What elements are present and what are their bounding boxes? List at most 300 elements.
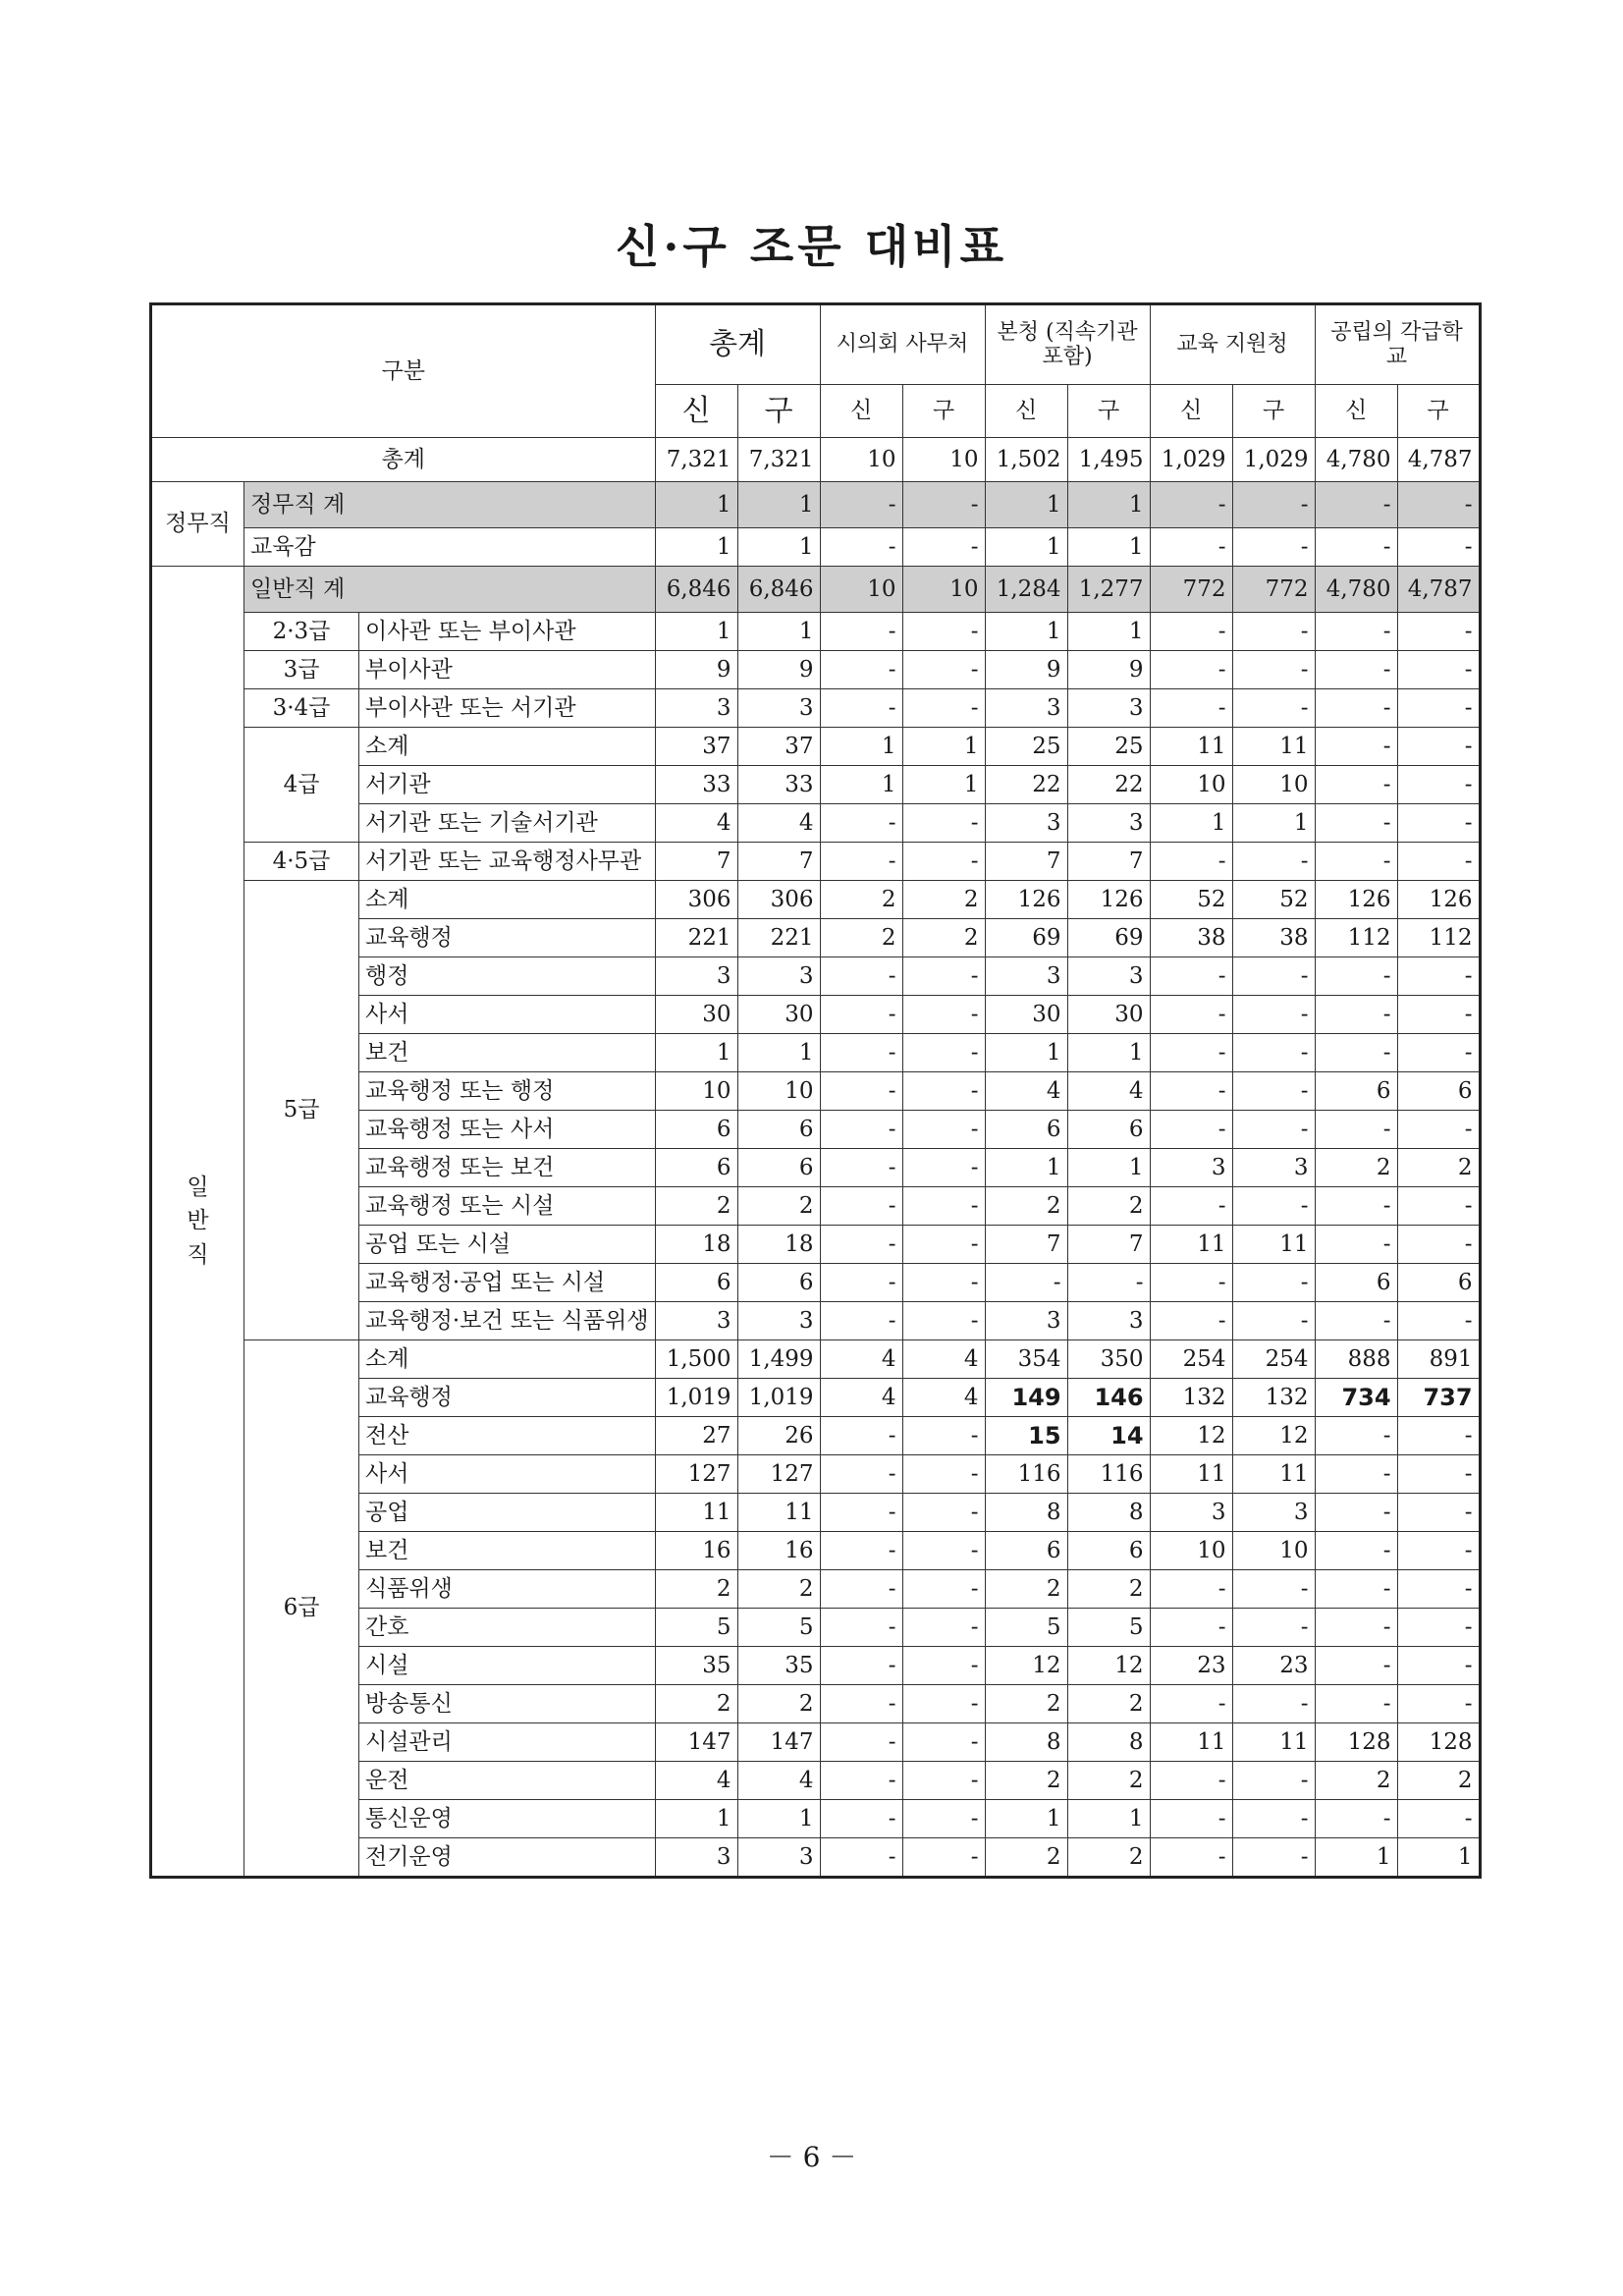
value-cell: 1 (1150, 804, 1232, 843)
value-cell: - (1150, 528, 1232, 567)
value-cell: - (820, 1762, 902, 1800)
value-cell: 8 (1067, 1494, 1150, 1532)
value-cell: 1 (1067, 613, 1150, 651)
table-row (151, 689, 1481, 728)
value-cell: 1 (655, 613, 737, 651)
value-cell: 126 (985, 881, 1067, 919)
value-cell: - (902, 804, 985, 843)
value-cell: - (1315, 651, 1397, 689)
value-cell: 3 (1232, 1149, 1315, 1187)
value-cell: 12 (985, 1647, 1067, 1685)
value-cell: 6 (1067, 1532, 1150, 1570)
row-label: 공업 (359, 1494, 656, 1532)
value-cell: 27 (655, 1417, 737, 1455)
value-cell: 4 (737, 1762, 820, 1800)
value-cell: - (820, 996, 902, 1034)
value-cell: - (1315, 1302, 1397, 1340)
value-cell: - (820, 1264, 902, 1302)
value-cell: 11 (655, 1494, 737, 1532)
value-cell: 1 (902, 728, 985, 766)
value-cell: 2 (655, 1685, 737, 1723)
value-cell: 1 (1067, 1149, 1150, 1187)
value-cell: 1 (655, 528, 737, 567)
value-cell: - (1315, 1226, 1397, 1264)
value-cell: - (1150, 1762, 1232, 1800)
value-cell: 4,780 (1315, 567, 1397, 613)
header-group: 시의회 사무처 (820, 304, 985, 385)
value-cell: 5 (985, 1609, 1067, 1647)
value-cell: 4 (902, 1379, 985, 1417)
header-group: 본청 (직속기관 포함) (985, 304, 1150, 385)
value-cell: - (902, 1226, 985, 1264)
value-cell: 147 (737, 1723, 820, 1762)
value-cell: 3 (737, 1302, 820, 1340)
value-cell: - (820, 957, 902, 996)
value-cell: - (1397, 766, 1480, 804)
row-label: 교육행정 또는 사서 (359, 1111, 656, 1149)
value-cell: 2 (655, 1570, 737, 1609)
value-cell: - (1315, 1570, 1397, 1609)
value-cell: - (1315, 728, 1397, 766)
value-cell: 3 (1067, 957, 1150, 996)
value-cell: - (820, 1685, 902, 1723)
value-cell: 1 (1315, 1838, 1397, 1878)
value-cell: 10 (902, 438, 985, 482)
value-cell: - (1315, 1685, 1397, 1723)
value-cell: - (1150, 1800, 1232, 1838)
row-label: 서기관 (359, 766, 656, 804)
header-new: 신 (655, 385, 737, 438)
value-cell: 2 (1067, 1187, 1150, 1226)
value-cell: 2 (985, 1838, 1067, 1878)
value-cell: 69 (985, 919, 1067, 957)
value-cell: 8 (985, 1494, 1067, 1532)
value-cell: - (1397, 1187, 1480, 1226)
value-cell: 11 (1150, 1455, 1232, 1494)
value-cell: - (1397, 651, 1480, 689)
value-cell: 4,787 (1397, 438, 1480, 482)
value-cell: 10 (902, 567, 985, 613)
value-cell: 11 (1232, 1723, 1315, 1762)
value-cell: - (1232, 528, 1315, 567)
value-cell: 8 (985, 1723, 1067, 1762)
value-cell: 4 (737, 804, 820, 843)
value-cell: 6 (1397, 1264, 1480, 1302)
value-cell: 1,019 (655, 1379, 737, 1417)
row-label: 교육행정 또는 행정 (359, 1072, 656, 1111)
value-cell: 7 (985, 843, 1067, 881)
value-cell: 4 (1067, 1072, 1150, 1111)
value-cell: 1,019 (737, 1379, 820, 1417)
value-cell: 1 (902, 766, 985, 804)
value-cell: 3 (737, 689, 820, 728)
value-cell: - (820, 1417, 902, 1455)
value-cell: 116 (985, 1455, 1067, 1494)
value-cell: - (1315, 957, 1397, 996)
value-cell: - (1232, 996, 1315, 1034)
value-cell: - (1315, 1532, 1397, 1570)
value-cell: 3 (655, 1838, 737, 1878)
header-category: 구분 (151, 304, 656, 438)
value-cell: 1 (737, 528, 820, 567)
row-label: 이사관 또는 부이사관 (359, 613, 656, 651)
value-cell: 10 (655, 1072, 737, 1111)
row-label: 교육행정 (359, 919, 656, 957)
value-cell: - (1397, 1455, 1480, 1494)
value-cell: 146 (1067, 1379, 1150, 1417)
value-cell: 14 (1067, 1417, 1150, 1455)
row-label: 시설관리 (359, 1723, 656, 1762)
value-cell: - (1315, 528, 1397, 567)
value-cell: - (902, 1455, 985, 1494)
value-cell: 11 (1150, 1226, 1232, 1264)
value-cell: - (1397, 528, 1480, 567)
value-cell: - (1397, 1034, 1480, 1072)
value-cell: 2 (1067, 1570, 1150, 1609)
header-old: 구 (737, 385, 820, 438)
value-cell: - (1315, 1647, 1397, 1685)
value-cell: 2 (1397, 1762, 1480, 1800)
value-cell: 128 (1397, 1723, 1480, 1762)
row-label: 교육행정·공업 또는 시설 (359, 1264, 656, 1302)
value-cell: - (820, 1302, 902, 1340)
value-cell: 2 (902, 919, 985, 957)
row-label: 전기운영 (359, 1838, 656, 1878)
value-cell: 11 (1232, 728, 1315, 766)
value-cell: 891 (1397, 1340, 1480, 1379)
value-cell: 11 (1232, 1455, 1315, 1494)
value-cell: 1 (1397, 1838, 1480, 1878)
value-cell: 25 (1067, 728, 1150, 766)
value-cell: - (820, 1226, 902, 1264)
row-label: 총계 (151, 438, 656, 482)
value-cell: - (820, 1187, 902, 1226)
value-cell: 10 (820, 438, 902, 482)
table-row (151, 482, 1481, 528)
value-cell: 37 (655, 728, 737, 766)
value-cell: 2 (985, 1570, 1067, 1609)
value-cell: 2 (737, 1187, 820, 1226)
value-cell: 126 (1315, 881, 1397, 919)
value-cell: - (902, 1609, 985, 1647)
value-cell: - (902, 996, 985, 1034)
value-cell: 2 (737, 1685, 820, 1723)
value-cell: 1 (1232, 804, 1315, 843)
value-cell: 1,284 (985, 567, 1067, 613)
value-cell: 734 (1315, 1379, 1397, 1417)
value-cell: - (902, 1800, 985, 1838)
value-cell: 1,500 (655, 1340, 737, 1379)
value-cell: - (1150, 482, 1232, 528)
value-cell: - (1397, 1494, 1480, 1532)
value-cell: 1 (655, 1034, 737, 1072)
value-cell: 149 (985, 1379, 1067, 1417)
value-cell: 6 (1067, 1111, 1150, 1149)
value-cell: - (902, 1532, 985, 1570)
header-new: 신 (985, 385, 1067, 438)
value-cell: - (1150, 1570, 1232, 1609)
value-cell: - (1315, 804, 1397, 843)
header-new: 신 (1315, 385, 1397, 438)
value-cell: 7 (737, 843, 820, 881)
value-cell: 6 (985, 1532, 1067, 1570)
value-cell: 2 (1067, 1838, 1150, 1878)
header-old: 구 (1232, 385, 1315, 438)
table-row (151, 728, 1481, 766)
value-cell: 7 (985, 1226, 1067, 1264)
table-row (151, 438, 1481, 482)
row-label: 교육행정·보건 또는 식품위생 (359, 1302, 656, 1340)
value-cell: - (1150, 1685, 1232, 1723)
row-label: 보건 (359, 1034, 656, 1072)
value-cell: - (1315, 1187, 1397, 1226)
table-row (151, 567, 1481, 613)
value-cell: 52 (1150, 881, 1232, 919)
value-cell: 11 (1232, 1226, 1315, 1264)
value-cell: - (1232, 843, 1315, 881)
value-cell: 2 (985, 1685, 1067, 1723)
value-cell: - (902, 1838, 985, 1878)
value-cell: - (820, 1609, 902, 1647)
value-cell: 7 (1067, 843, 1150, 881)
value-cell: 10 (1150, 1532, 1232, 1570)
value-cell: 1 (1067, 1034, 1150, 1072)
row-label: 소계 (359, 728, 656, 766)
row-label: 서기관 또는 기술서기관 (359, 804, 656, 843)
value-cell: 18 (737, 1226, 820, 1264)
value-cell: 38 (1150, 919, 1232, 957)
value-cell: - (820, 482, 902, 528)
value-cell: 221 (737, 919, 820, 957)
value-cell: 3 (1067, 804, 1150, 843)
value-cell: 1,495 (1067, 438, 1150, 482)
value-cell: - (1232, 1609, 1315, 1647)
value-cell: - (1150, 1187, 1232, 1226)
value-cell: - (1232, 613, 1315, 651)
value-cell: - (1232, 482, 1315, 528)
value-cell: - (902, 651, 985, 689)
page-number: － 6 － (766, 2141, 857, 2173)
value-cell: 4,780 (1315, 438, 1397, 482)
value-cell: - (1397, 1532, 1480, 1570)
value-cell: 3 (737, 1838, 820, 1878)
row-label: 간호 (359, 1609, 656, 1647)
value-cell: - (1315, 1111, 1397, 1149)
value-cell: 1 (655, 1800, 737, 1838)
value-cell: - (820, 1494, 902, 1532)
table-row (151, 843, 1481, 881)
value-cell: - (1232, 1302, 1315, 1340)
row-label: 통신운영 (359, 1800, 656, 1838)
value-cell: - (1397, 996, 1480, 1034)
row-label: 전산 (359, 1417, 656, 1455)
value-cell: - (1397, 613, 1480, 651)
value-cell: 22 (985, 766, 1067, 804)
table-row (151, 528, 1481, 567)
value-cell: 116 (1067, 1455, 1150, 1494)
row-label: 소계 (359, 1340, 656, 1379)
value-cell: 6 (1315, 1072, 1397, 1111)
value-cell: 11 (737, 1494, 820, 1532)
row-label: 방송통신 (359, 1685, 656, 1723)
value-cell: - (1397, 843, 1480, 881)
value-cell: - (985, 1264, 1067, 1302)
value-cell: - (902, 689, 985, 728)
value-cell: - (1150, 1072, 1232, 1111)
value-cell: - (1315, 1455, 1397, 1494)
row-label: 부이사관 또는 서기관 (359, 689, 656, 728)
value-cell: 3 (1067, 1302, 1150, 1340)
value-cell: 35 (655, 1647, 737, 1685)
value-cell: 5 (655, 1609, 737, 1647)
value-cell: 33 (737, 766, 820, 804)
value-cell: - (1315, 482, 1397, 528)
value-cell: 7 (1067, 1226, 1150, 1264)
value-cell: 3 (985, 957, 1067, 996)
value-cell: - (902, 1647, 985, 1685)
value-cell: 772 (1150, 567, 1232, 613)
value-cell: 6 (1397, 1072, 1480, 1111)
value-cell: - (902, 528, 985, 567)
value-cell: - (1315, 689, 1397, 728)
value-cell: - (820, 1034, 902, 1072)
value-cell: 18 (655, 1226, 737, 1264)
row-label: 서기관 또는 교육행정사무관 (359, 843, 656, 881)
value-cell: 2 (985, 1187, 1067, 1226)
value-cell: 37 (737, 728, 820, 766)
value-cell: 3 (985, 804, 1067, 843)
row-label: 시설 (359, 1647, 656, 1685)
grade-label: 4급 (244, 728, 359, 843)
value-cell: 772 (1232, 567, 1315, 613)
value-cell: 4 (820, 1340, 902, 1379)
value-cell: - (902, 1111, 985, 1149)
value-cell: - (1150, 1034, 1232, 1072)
value-cell: 4 (655, 804, 737, 843)
value-cell: 9 (655, 651, 737, 689)
header-new: 신 (1150, 385, 1232, 438)
value-cell: - (1150, 996, 1232, 1034)
value-cell: 354 (985, 1340, 1067, 1379)
value-cell: 112 (1315, 919, 1397, 957)
value-cell: - (902, 1570, 985, 1609)
value-cell: 23 (1150, 1647, 1232, 1685)
grade-label: 3·4급 (244, 689, 359, 728)
value-cell: 1 (985, 1149, 1067, 1187)
value-cell: 1 (820, 766, 902, 804)
grade-label: 3급 (244, 651, 359, 689)
value-cell: 254 (1150, 1340, 1232, 1379)
value-cell: 10 (1232, 1532, 1315, 1570)
value-cell: - (1150, 1111, 1232, 1149)
value-cell: - (1397, 689, 1480, 728)
grade-label: 5급 (244, 881, 359, 1340)
value-cell: - (1150, 651, 1232, 689)
value-cell: 3 (1067, 689, 1150, 728)
value-cell: - (902, 482, 985, 528)
row-label: 교육행정 (359, 1379, 656, 1417)
value-cell: 1,029 (1150, 438, 1232, 482)
value-cell: - (1232, 1072, 1315, 1111)
value-cell: 737 (1397, 1379, 1480, 1417)
value-cell: - (902, 1417, 985, 1455)
value-cell: - (820, 1570, 902, 1609)
value-cell: 1 (1067, 528, 1150, 567)
value-cell: 6,846 (737, 567, 820, 613)
value-cell: 7 (655, 843, 737, 881)
value-cell: 5 (1067, 1609, 1150, 1647)
value-cell: - (902, 1723, 985, 1762)
value-cell: 2 (1397, 1149, 1480, 1187)
table-row (151, 613, 1481, 651)
row-label: 식품위생 (359, 1570, 656, 1609)
value-cell: 69 (1067, 919, 1150, 957)
value-cell: - (1150, 689, 1232, 728)
value-cell: - (1315, 1417, 1397, 1455)
value-cell: 16 (655, 1532, 737, 1570)
value-cell: 2 (1315, 1149, 1397, 1187)
value-cell: 30 (1067, 996, 1150, 1034)
value-cell: 6 (655, 1111, 737, 1149)
value-cell: - (1232, 1570, 1315, 1609)
document-title: 신·구 조문 대비표 (615, 220, 1008, 273)
value-cell: 2 (1315, 1762, 1397, 1800)
value-cell: 12 (1067, 1647, 1150, 1685)
value-cell: - (1232, 957, 1315, 996)
grade-label: 2·3급 (244, 613, 359, 651)
value-cell: 4 (655, 1762, 737, 1800)
value-cell: 10 (820, 567, 902, 613)
value-cell: 4 (820, 1379, 902, 1417)
value-cell: - (1315, 1609, 1397, 1647)
value-cell: - (1397, 1226, 1480, 1264)
value-cell: 132 (1150, 1379, 1232, 1417)
value-cell: 126 (1397, 881, 1480, 919)
value-cell: - (1397, 1647, 1480, 1685)
value-cell: 2 (655, 1187, 737, 1226)
value-cell: - (820, 1455, 902, 1494)
header-group: 교육 지원청 (1150, 304, 1315, 385)
value-cell: - (820, 1800, 902, 1838)
value-cell: 6 (737, 1149, 820, 1187)
value-cell: - (1232, 1800, 1315, 1838)
value-cell: 11 (1150, 1723, 1232, 1762)
value-cell: - (1315, 996, 1397, 1034)
value-cell: - (1397, 1685, 1480, 1723)
value-cell: - (1315, 843, 1397, 881)
row-label: 공업 또는 시설 (359, 1226, 656, 1264)
value-cell: - (820, 651, 902, 689)
value-cell: - (1397, 1111, 1480, 1149)
row-label: 정무직 계 (244, 482, 656, 528)
value-cell: 3 (1150, 1494, 1232, 1532)
grade-label: 6급 (244, 1340, 359, 1878)
value-cell: 35 (737, 1647, 820, 1685)
value-cell: 888 (1315, 1340, 1397, 1379)
value-cell: 6,846 (655, 567, 737, 613)
value-cell: - (1397, 1302, 1480, 1340)
value-cell: 4,787 (1397, 567, 1480, 613)
value-cell: - (820, 1149, 902, 1187)
value-cell: - (1397, 957, 1480, 996)
value-cell: - (1232, 651, 1315, 689)
value-cell: 6 (655, 1264, 737, 1302)
value-cell: 30 (737, 996, 820, 1034)
value-cell: - (820, 804, 902, 843)
value-cell: 1 (985, 1034, 1067, 1072)
value-cell: - (1397, 1800, 1480, 1838)
value-cell: 3 (655, 1302, 737, 1340)
